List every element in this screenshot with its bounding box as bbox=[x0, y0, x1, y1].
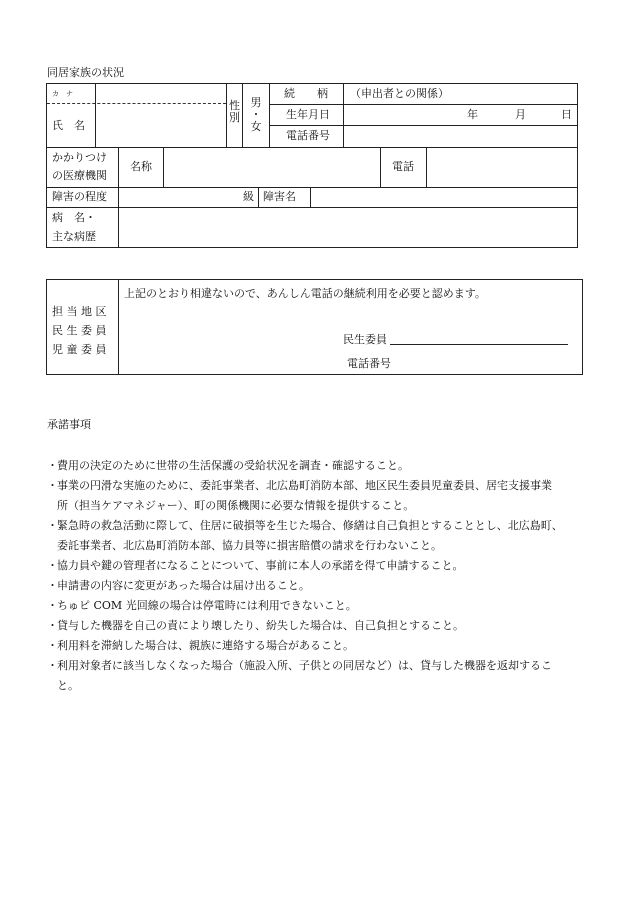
clinic-phone-input[interactable] bbox=[429, 152, 579, 182]
consent-item: ・貸与した機器を自己の責により壊したり、紛失した場合は、自己負担とすること。 bbox=[47, 619, 464, 632]
member-label: 民生委員 bbox=[343, 333, 387, 346]
consent-item: ・緊急時の救急活動に際して、住居に破損等を生じた場合、修繕は自己負担とすることとし、北広島町、 bbox=[47, 519, 563, 532]
birthdate-label: 生年月日 bbox=[286, 108, 330, 121]
committee-label-line3: 児 童 委 員 bbox=[52, 343, 107, 356]
kana-label: カ ナ bbox=[52, 90, 73, 98]
gender-label: 性 別 bbox=[229, 99, 240, 124]
relation-label: 続 柄 bbox=[284, 87, 328, 100]
gender-dot: ・ bbox=[250, 108, 262, 121]
consent-item: ・利用対象者に該当しなくなった場合（施設入所、子供との同居など）は、貸与した機器を返却するこ bbox=[47, 659, 552, 672]
clinic-label-line1: かかりつけ bbox=[52, 151, 107, 164]
year-label: 年 bbox=[467, 108, 478, 121]
consent-item: ・費用の決定のために世帯の生活保護の受給状況を調査・確認すること。 bbox=[47, 459, 409, 472]
clinic-label-line2: の医療機関 bbox=[52, 169, 107, 182]
phone-label: 電話番号 bbox=[286, 129, 330, 142]
disability-name-label: 障害名 bbox=[263, 190, 296, 203]
consent-item: ・事業の円滑な実施のために、委託事業者、北広島町消防本部、地区民生委員児童委員、居宅支援事業 bbox=[47, 479, 552, 492]
grade-label: 級 bbox=[243, 190, 254, 203]
consent-title: 承諾事項 bbox=[47, 418, 91, 431]
day-label: 日 bbox=[561, 108, 572, 121]
clinic-name-input[interactable] bbox=[166, 152, 382, 182]
gender-options[interactable] bbox=[243, 97, 269, 133]
committee-label-line1: 担 当 地 区 bbox=[52, 305, 107, 318]
committee-label-line2: 民 生 委 員 bbox=[52, 324, 107, 337]
section-title: 同居家族の状況 bbox=[47, 66, 124, 79]
consent-item-continued: 所（担当ケアマネジャー）、町の関係機関に必要な情報を提供すること。 bbox=[57, 499, 415, 512]
disease-label-line2: 主な病歴 bbox=[52, 230, 96, 243]
consent-item: ・協力員や鍵の管理者になることについて、事前に本人の承諾を得て申請すること。 bbox=[47, 559, 464, 572]
disability-label: 障害の程度 bbox=[52, 190, 107, 203]
disease-label-line1: 病 名・ bbox=[52, 211, 96, 224]
gender-male[interactable]: 男 bbox=[250, 96, 262, 109]
clinic-phone-label: 電話 bbox=[392, 160, 414, 173]
clinic-name-label: 名称 bbox=[130, 160, 152, 173]
member-name-input[interactable] bbox=[391, 330, 573, 343]
consent-item-continued: 委託事業者、北広島町消防本部、協力員等に損害賠償の請求を行わないこと。 bbox=[57, 539, 442, 552]
committee-phone-label: 電話番号 bbox=[347, 357, 391, 370]
relation-note: （申出者との関係） bbox=[350, 87, 449, 100]
disease-input[interactable] bbox=[121, 212, 579, 242]
name-label: 氏 名 bbox=[52, 119, 85, 132]
consent-item: ・申請書の内容に変更があった場合は届け出ること。 bbox=[47, 579, 310, 592]
name-input[interactable] bbox=[98, 111, 228, 141]
consent-item-continued: と。 bbox=[57, 679, 79, 692]
gender-female[interactable]: 女 bbox=[250, 120, 262, 133]
month-label: 月 bbox=[515, 108, 526, 121]
consent-item: ・利用料を滞納した場合は、親族に連絡する場合があること。 bbox=[47, 639, 354, 652]
kana-input[interactable] bbox=[98, 86, 228, 100]
committee-statement: 上記のとおり相違ないので、あんしん電話の継続利用を必要と認めます。 bbox=[124, 287, 486, 300]
phone-input[interactable] bbox=[346, 128, 580, 144]
consent-item: ・ちゅピ COM 光回線の場合は停電時には利用できないこと。 bbox=[47, 599, 357, 612]
